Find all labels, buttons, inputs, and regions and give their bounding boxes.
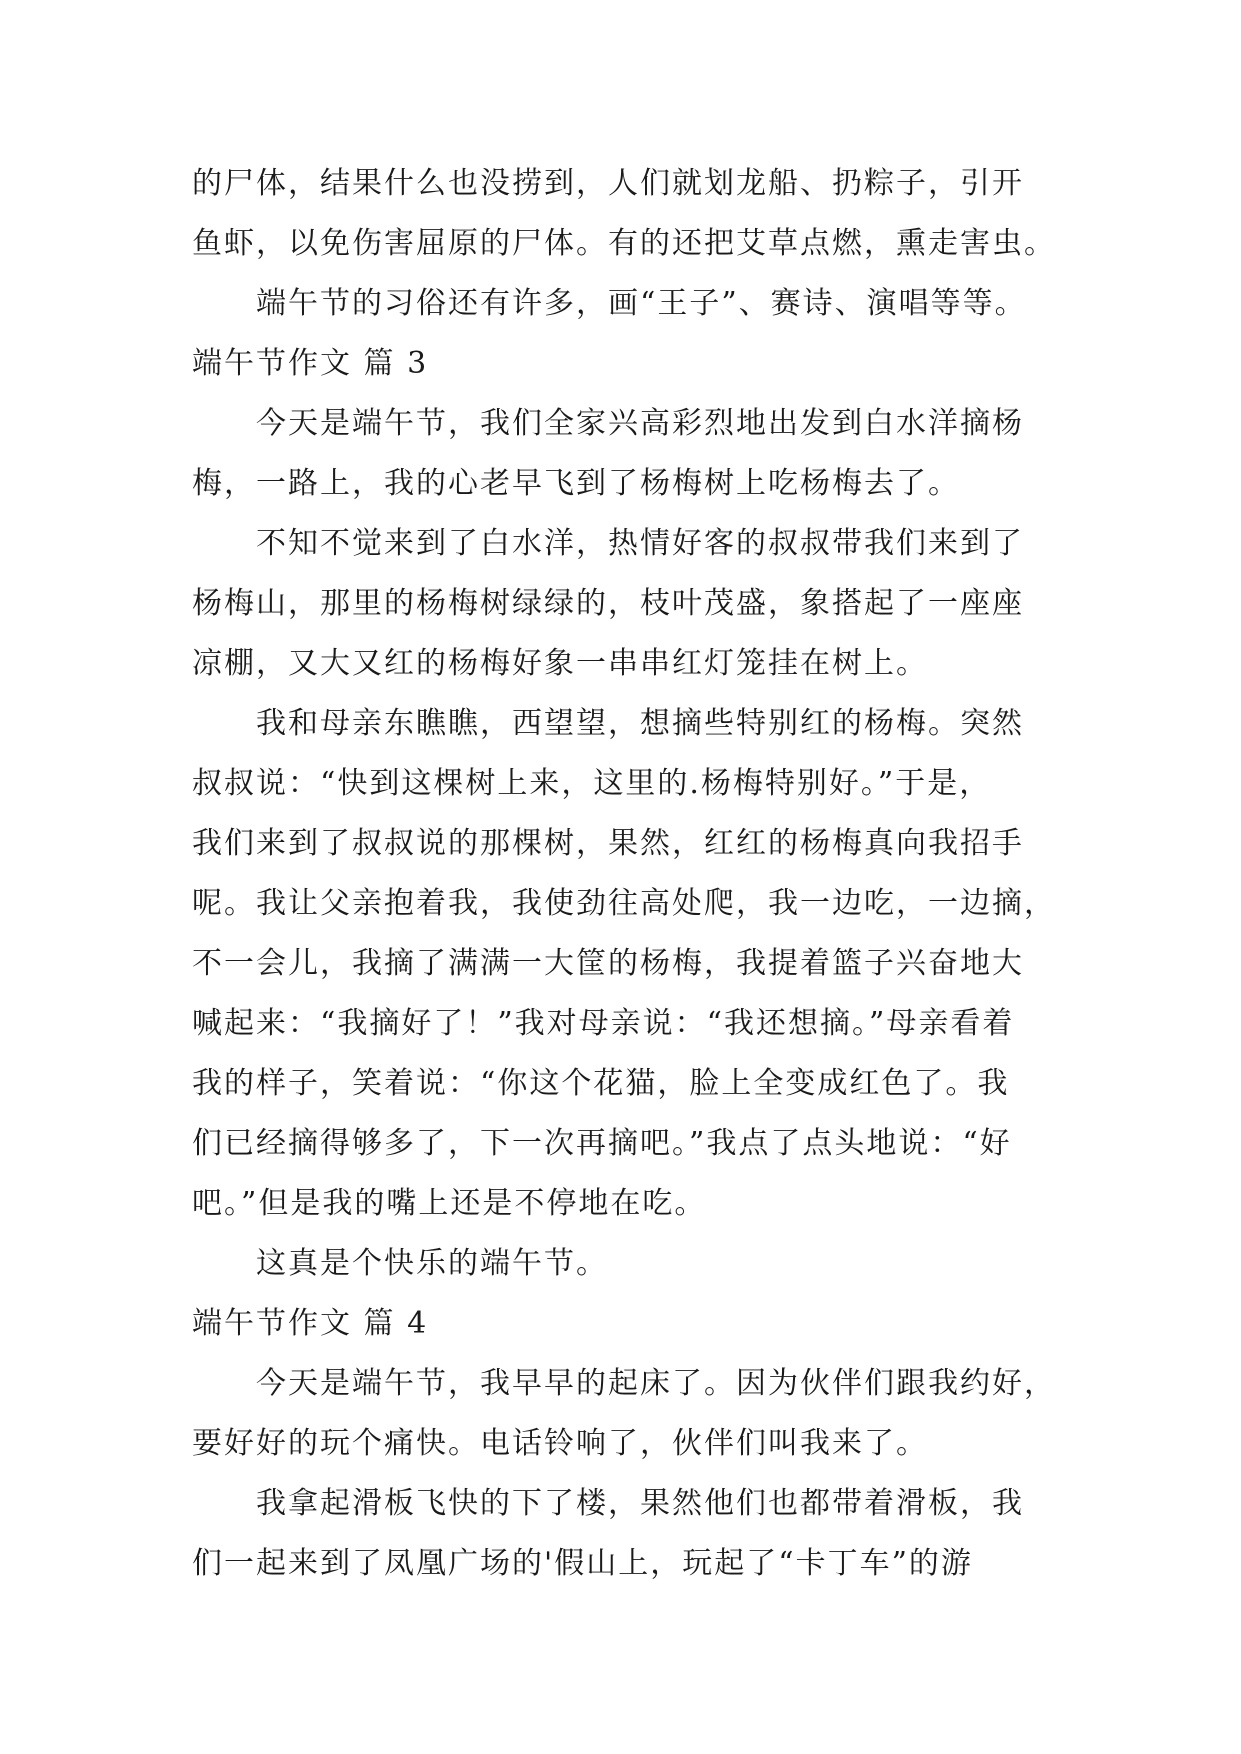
text-line: 喊起来：“我摘好了！”我对母亲说：“我还想摘。”母亲看着 [192,1006,1015,1041]
text-line: 这真是个快乐的端午节。 [256,1246,608,1281]
text-line: 今天是端午节，我们全家兴高彩烈地出发到白水洋摘杨 [256,406,1024,441]
text-line: 鱼虾，以免伤害屈原的尸体。有的还把艾草点燃，熏走害虫。 [192,226,1056,261]
text-line: 端午节的习俗还有许多，画“王子”、赛诗、演唱等等。 [256,286,1027,321]
text-line: 不知不觉来到了白水洋，热情好客的叔叔带我们来到了 [256,526,1024,561]
text-line: 凉棚，又大又红的杨梅好象一串串红灯笼挂在树上。 [192,646,928,681]
text-line: 梅，一路上，我的心老早飞到了杨梅树上吃杨梅去了。 [192,466,960,501]
text-line: 的尸体，结果什么也没捞到，人们就划龙船、扔粽子，引开 [192,166,1024,201]
text-line: 我的样子，笑着说：“你这个花猫，脸上全变成红色了。我 [192,1066,1010,1101]
text-line: 今天是端午节，我早早的起床了。因为伙伴们跟我约好， [256,1366,1056,1401]
section-heading: 端午节作文 篇 3 [192,346,429,381]
text-line: 们已经摘得够多了，下一次再摘吧。”我点了点头地说：“好 [192,1126,1012,1161]
text-line: 我们来到了叔叔说的那棵树，果然，红红的杨梅真向我招手 [192,826,1024,861]
section-heading: 端午节作文 篇 4 [192,1306,429,1341]
text-line: 呢。我让父亲抱着我，我使劲往高处爬，我一边吃，一边摘， [192,886,1056,921]
text-line: 吧。”但是我的嘴上还是不停地在吃。 [192,1186,707,1221]
text-line: 们一起来到了凤凰广场的'假山上，玩起了“卡丁车”的游 [192,1546,973,1581]
text-line: 我拿起滑板飞快的下了楼，果然他们也都带着滑板，我 [256,1486,1024,1521]
text-line: 要好好的玩个痛快。电话铃响了，伙伴们叫我来了。 [192,1426,928,1461]
text-line: 叔叔说：“快到这棵树上来，这里的.杨梅特别好。”于是， [192,766,992,801]
text-line: 不一会儿，我摘了满满一大筐的杨梅，我提着篮子兴奋地大 [192,946,1024,981]
text-line: 我和母亲东瞧瞧，西望望，想摘些特别红的杨梅。突然 [256,706,1024,741]
text-line: 杨梅山，那里的杨梅树绿绿的，枝叶茂盛，象搭起了一座座 [192,586,1024,621]
